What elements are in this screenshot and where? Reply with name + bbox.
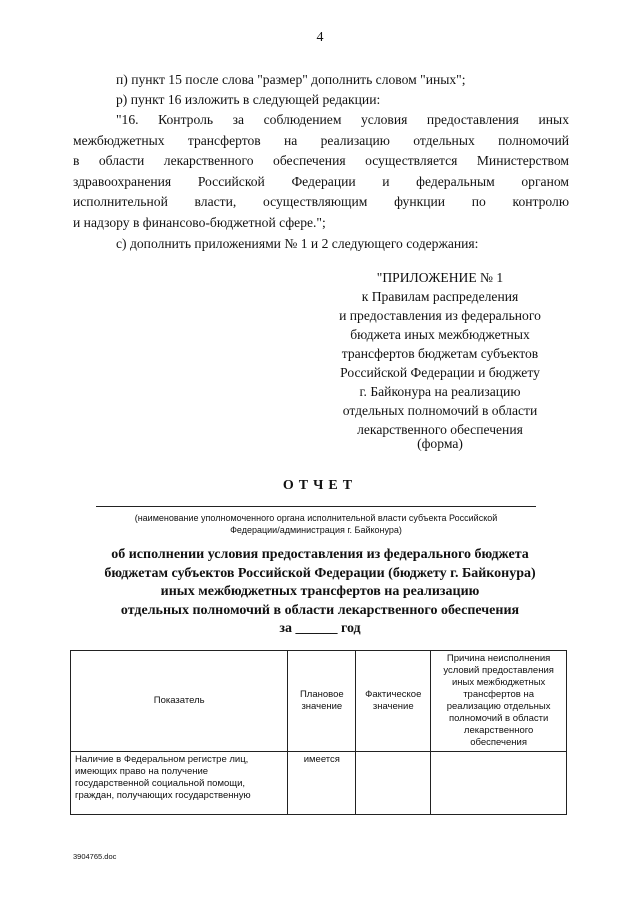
amendment-quote (73, 110, 569, 233)
report-title: ОТЧЕТ (282, 478, 358, 493)
amendment-item-s: с) дополнить приложениями № 1 и 2 следующего содержания: (116, 236, 479, 251)
cell-planned: имеется (288, 752, 356, 815)
appendix-line: бюджета иных межбюджетных (350, 327, 530, 342)
authority-caption (96, 512, 536, 536)
signature-fill-line (96, 506, 536, 507)
appendix-header (300, 268, 580, 439)
subtitle-line: об исполнении условия предоставления из федерального бюджета (111, 547, 529, 562)
report-table (70, 650, 567, 815)
column-header-planned: Плановое значение (288, 651, 356, 752)
table-row (71, 752, 567, 815)
appendix-line: г. Байконура на реализацию (359, 384, 521, 399)
appendix-line: отдельных полномочий в области (342, 403, 538, 418)
amendment-item-p: п) пункт 15 после слова "размер" дополнить словом "иных"; (116, 72, 466, 87)
appendix-line: лекарственного обеспечения (357, 422, 523, 437)
quote-line: в области лекарственного обеспечения осуществляется Министерством (73, 153, 569, 168)
subtitle-line: бюджетам субъектов Российской Федерации (бюджету г. Байконура) (104, 565, 536, 581)
amendment-item-r: р) пункт 16 изложить в следующей редакции: (116, 92, 381, 107)
file-name-footer: 3904765.doc (73, 852, 117, 861)
cell-indicator: Наличие в Федеральном регистре лиц, имеющих право на получение государственной социальной помощи, граждан, получающих государственную (71, 752, 288, 815)
subtitle-line: отдельных полномочий в области лекарственного обеспечения (120, 602, 520, 618)
column-header-actual: Фактическое значение (356, 651, 431, 752)
caption-line: (наименование уполномоченного органа исполнительной власти субъекта Российской (134, 513, 498, 523)
subtitle-line: за ______ год (279, 621, 361, 636)
page-number: 4 (316, 30, 324, 45)
quote-line: и надзору в финансово-бюджетной сфере."; (73, 214, 326, 230)
quote-line: "16. Контроль за соблюдением условия предоставления иных (116, 112, 569, 127)
appendix-line: и предоставления из федерального (339, 308, 541, 323)
appendix-line: "ПРИЛОЖЕНИЕ № 1 (376, 270, 504, 285)
quote-line: здравоохранения Российской Федерации и федеральным органом (73, 173, 569, 189)
quote-line: исполнительной власти, осуществляющим функции по контролю (73, 194, 569, 209)
subtitle-line: иных межбюджетных трансфертов на реализацию (160, 584, 480, 599)
appendix-line: трансфертов бюджетам субъектов (341, 346, 539, 361)
column-header-reason: Причина неисполнения условий предоставления иных межбюджетных трансфертов на реализацию отдельных полномочий в области лекарственного обеспечения (431, 651, 567, 752)
appendix-line: к Правилам распределения (361, 289, 519, 304)
quote-line: межбюджетных трансфертов на реализацию отдельных полномочий (73, 132, 569, 148)
form-label: (форма) (417, 436, 463, 451)
report-subtitle (60, 546, 580, 639)
table-header-row (71, 651, 567, 752)
cell-actual (356, 752, 431, 815)
caption-line: Федерации/администрация г. Байконура) (230, 525, 402, 535)
cell-reason (431, 752, 567, 815)
column-header-indicator: Показатель (71, 651, 288, 752)
appendix-line: Российской Федерации и бюджету (340, 365, 540, 380)
